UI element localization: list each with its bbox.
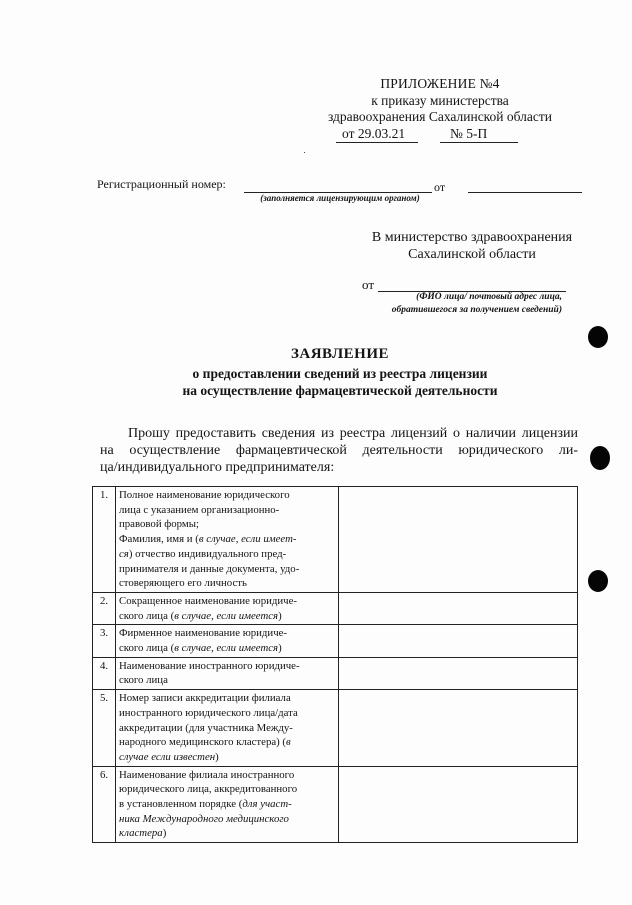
row-description bbox=[116, 592, 339, 624]
description-line: ника Международного медицинского bbox=[119, 812, 289, 825]
appendix-order-line: к приказу министерства bbox=[371, 92, 509, 108]
paragraph-line3: ца/индивидуального предпринимателя: bbox=[100, 460, 335, 475]
paragraph-line2: на осуществление фармацевтической деятельности юридического ли- bbox=[100, 443, 578, 458]
row-description bbox=[116, 657, 339, 689]
punch-hole-bottom bbox=[588, 570, 608, 592]
row-value-field[interactable] bbox=[339, 766, 578, 843]
row-description bbox=[116, 766, 339, 843]
addressee-line1: В министерство здравоохранения bbox=[371, 230, 573, 245]
row-description bbox=[116, 487, 339, 593]
from-ot: от bbox=[362, 277, 375, 292]
registration-label: Регистрационный номер: bbox=[97, 177, 226, 191]
punch-hole-top bbox=[588, 326, 608, 348]
description-line: юридического лица, аккредитованного bbox=[119, 783, 298, 796]
table-row bbox=[93, 657, 578, 689]
description-line: кластера) bbox=[119, 827, 167, 840]
description-line: правовой формы; bbox=[119, 518, 200, 531]
from-hint bbox=[372, 291, 562, 317]
description-line: аккредитации (для участника Между- bbox=[119, 721, 293, 734]
document-title: ЗАЯВЛЕНИЕ bbox=[290, 346, 390, 362]
description-line: Сокращенное наименование юридиче- bbox=[119, 594, 297, 607]
request-paragraph bbox=[100, 425, 578, 476]
table-row bbox=[93, 690, 578, 767]
appendix-date: от 29.03.21 bbox=[342, 125, 406, 141]
registration-date-field[interactable] bbox=[468, 192, 582, 193]
description-line: ского лица bbox=[119, 674, 168, 687]
document-subtitle bbox=[100, 365, 580, 399]
row-number: 2. bbox=[93, 592, 116, 624]
row-value-field[interactable] bbox=[339, 487, 578, 593]
subtitle-line2: на осуществление фармацевтической деятельности bbox=[182, 383, 498, 398]
description-line: лица с указанием организационно- bbox=[119, 503, 280, 516]
row-description bbox=[116, 625, 339, 657]
row-number: 6. bbox=[93, 766, 116, 843]
description-line: Фирменное наименование юридиче- bbox=[119, 627, 288, 640]
row-number: 1. bbox=[93, 487, 116, 593]
subtitle-line1: о предоставлении сведений из реестра лицензии bbox=[192, 366, 488, 381]
number-underline bbox=[440, 142, 518, 143]
description-line: Полное наименование юридического bbox=[119, 489, 290, 501]
description-line: Наименование иностранного юридиче- bbox=[119, 659, 300, 672]
table-row bbox=[93, 766, 578, 843]
scan-speck bbox=[304, 152, 305, 153]
row-value-field[interactable] bbox=[339, 592, 578, 624]
row-value-field[interactable] bbox=[339, 690, 578, 767]
info-table bbox=[92, 486, 578, 843]
from-hint-line1: (ФИО лица/ почтовый адрес лица, bbox=[416, 292, 562, 302]
addressee-block bbox=[360, 229, 584, 263]
table-row bbox=[93, 592, 578, 624]
description-line: Номер записи аккредитации филиала bbox=[119, 692, 291, 705]
table-row bbox=[93, 487, 578, 593]
registration-ot: от bbox=[434, 180, 446, 194]
appendix-number: № 5-П bbox=[450, 125, 488, 141]
appendix-date-line bbox=[300, 126, 580, 143]
description-line: ского лица (в случае, если имеется) bbox=[119, 609, 282, 622]
description-line: в установленном порядке (для участ- bbox=[119, 798, 292, 811]
row-description bbox=[116, 690, 339, 767]
appendix-header bbox=[300, 76, 580, 143]
description-line: ского лица (в случае, если имеется) bbox=[119, 642, 282, 655]
registration-hint: (заполняется лицензирующим органом) bbox=[260, 193, 420, 203]
description-line: Фамилия, имя и (в случае, если имеет- bbox=[119, 533, 297, 546]
row-number: 5. bbox=[93, 690, 116, 767]
description-line: случае если известен) bbox=[119, 750, 219, 763]
description-line: стоверяющего его личность bbox=[119, 577, 247, 590]
description-line: народного медицинского кластера) (в bbox=[119, 736, 291, 749]
date-underline bbox=[336, 142, 418, 143]
appendix-ministry-line: здравоохранения Сахалинской области bbox=[327, 109, 553, 124]
addressee-line2: Сахалинской области bbox=[408, 247, 536, 262]
row-number: 3. bbox=[93, 625, 116, 657]
punch-hole-middle bbox=[590, 446, 610, 470]
description-line: ся) отчество индивидуального пред- bbox=[119, 547, 287, 560]
row-value-field[interactable] bbox=[339, 657, 578, 689]
row-number: 4. bbox=[93, 657, 116, 689]
from-hint-line2: обратившегося за получением сведений) bbox=[391, 305, 562, 315]
description-line: Наименование филиала иностранного bbox=[119, 768, 295, 781]
paragraph-line1: Прошу предоставить сведения из реестра лицензий о наличии лицензии bbox=[128, 426, 578, 441]
description-line: принимателя и данные документа, удо- bbox=[119, 562, 300, 575]
appendix-title: ПРИЛОЖЕНИЕ №4 bbox=[380, 76, 500, 91]
row-value-field[interactable] bbox=[339, 625, 578, 657]
table-row bbox=[93, 625, 578, 657]
description-line: иностранного юридического лица/дата bbox=[119, 706, 298, 719]
